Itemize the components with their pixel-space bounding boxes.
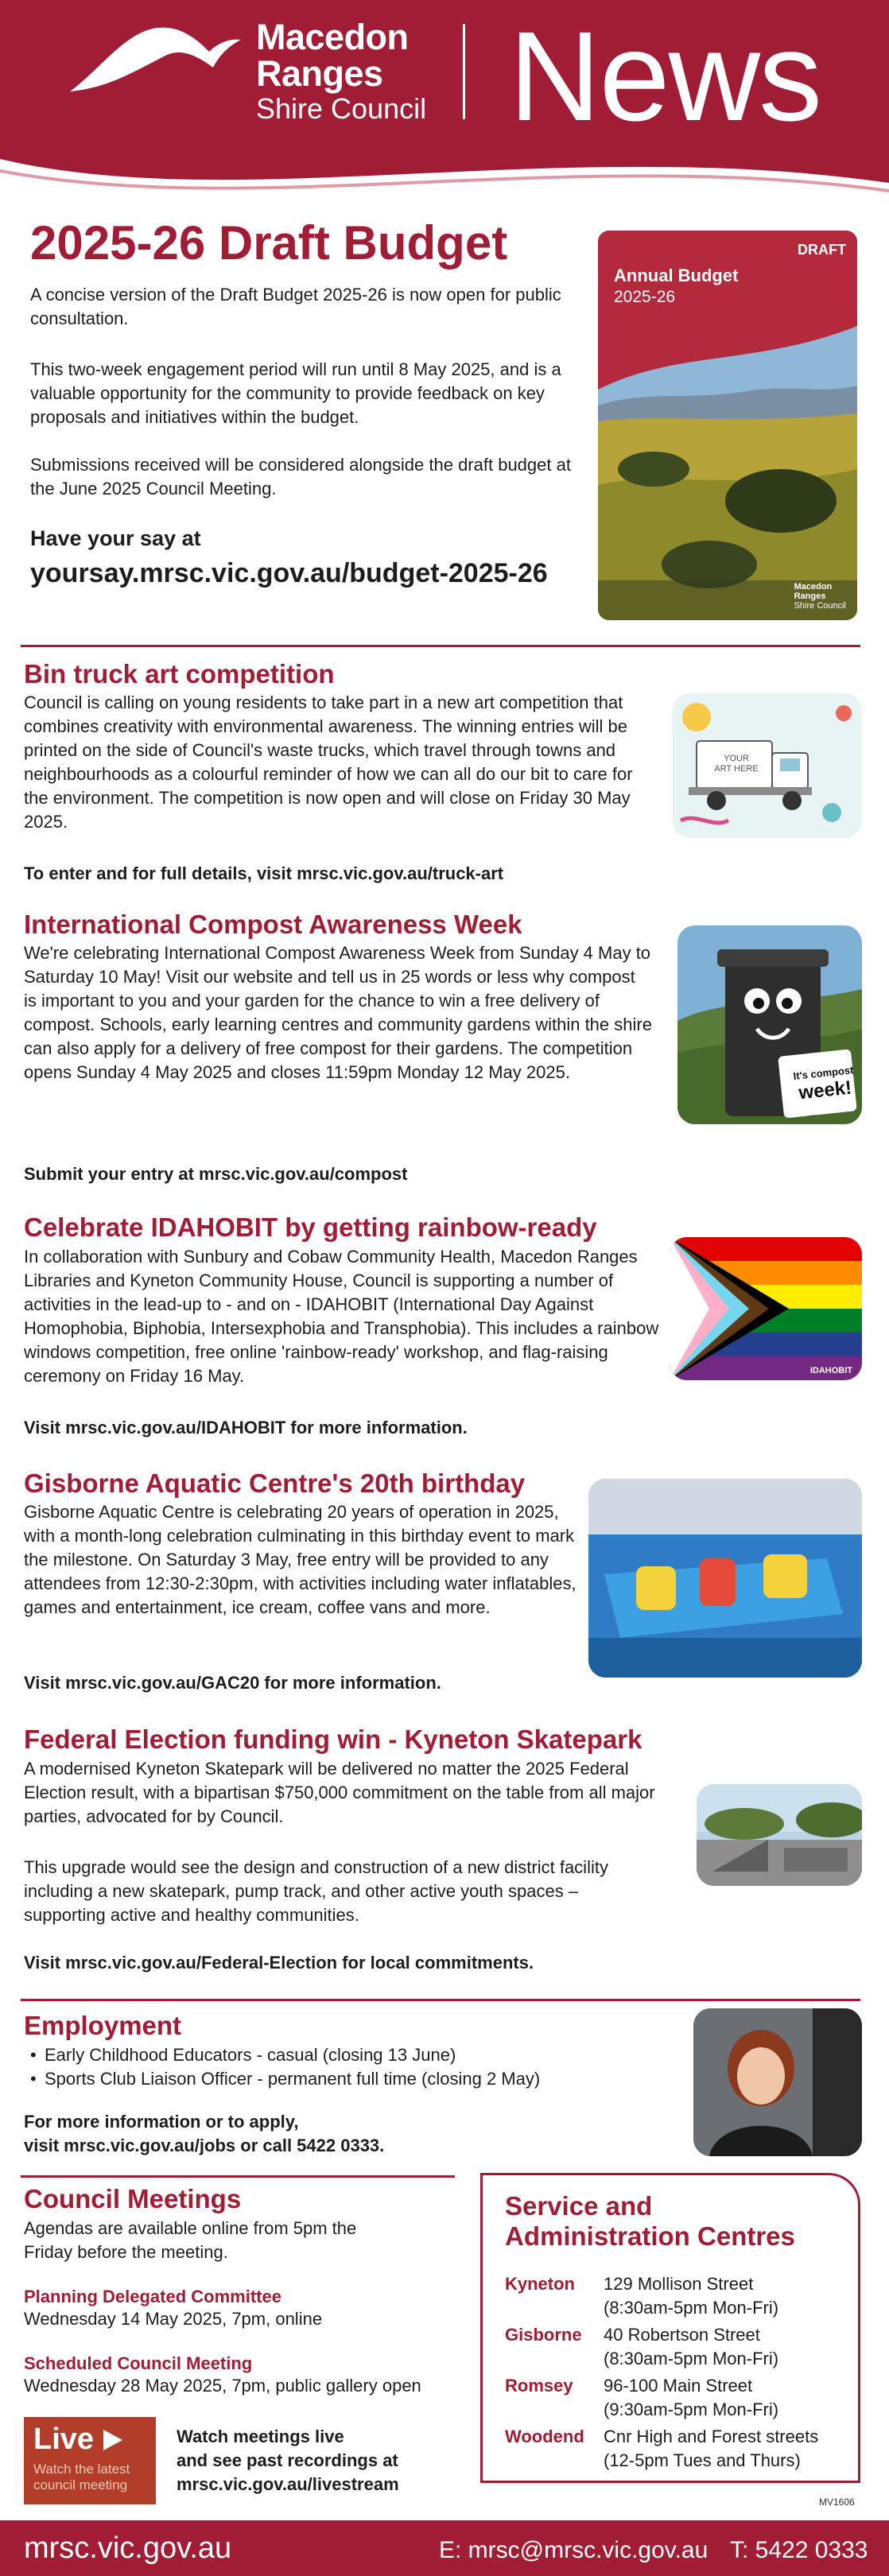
logo-line-2: Ranges bbox=[256, 53, 383, 94]
livestream-line-2: and see past recordings at bbox=[177, 2450, 398, 2470]
livestream-line-1: Watch meetings live bbox=[177, 2427, 344, 2446]
centre-street: 96-100 Main Street bbox=[604, 2376, 753, 2396]
section-divider bbox=[21, 2175, 455, 2178]
skatepark-body-2: This upgrade would see the design and construction of a new district facility including a new skatepark, pump track, and other active youth spaces – supporting active and healthy communities. bbox=[24, 1857, 608, 1925]
garbage-truck-icon bbox=[673, 693, 862, 838]
footer-website[interactable]: mrsc.vic.gov.au bbox=[24, 2531, 232, 2565]
bin-truck-body: Council is calling on young residents to take part in a new art competition that combines creativity with environmental awareness. The winning entries will be printed on the side of Council's waste trucks, which travel through towns and neighbourhoods as a colourful reminder of how we can all do our bit to care for the environment. The competition is now open and will close on Friday 30 May 2025. bbox=[24, 692, 633, 832]
footer-bar bbox=[0, 2520, 889, 2576]
bin-truck-image bbox=[673, 693, 862, 838]
budget-para-3: Submissions received will be considered alongside the draft budget at the June 2025 Council Meeting. bbox=[30, 455, 571, 499]
centre-street: 129 Mollison Street bbox=[604, 2274, 754, 2294]
draft-badge: DRAFT bbox=[798, 242, 846, 258]
gac-body: Gisborne Aquatic Centre is celebrating 20 years of operation in 2025, with a month-long celebration culminating in this birthday event to mark the milestone. On Saturday 3 May, free entry will be provided to any attendees from 12:30-2:30pm, with activities including water inflatables, games and entertainment, ice cream, coffee vans and more. bbox=[24, 1502, 576, 1617]
live-sub: Watch the latest council meeting bbox=[33, 2462, 130, 2493]
council-logo-text bbox=[256, 19, 426, 126]
skatepark-title: Federal Election funding win - Kyneton Skatepark bbox=[24, 1724, 642, 1754]
pool-inflatable-icon bbox=[588, 1479, 862, 1678]
compost-image bbox=[677, 925, 862, 1124]
budget-para-1: A concise version of the Draft Budget 2025-26 is now open for public consultation. bbox=[30, 285, 561, 328]
centre-town: Woodend bbox=[505, 2427, 584, 2446]
person-photo-icon bbox=[693, 2008, 862, 2156]
livestream-link[interactable]: mrsc.vic.gov.au/livestream bbox=[177, 2474, 399, 2494]
footer-phone[interactable]: T: 5422 0333 bbox=[730, 2537, 868, 2563]
news-heading: News bbox=[509, 5, 821, 147]
cover-logo-line-2: Ranges bbox=[794, 592, 826, 601]
meeting-2-detail: Wednesday 28 May 2025, 7pm, public gallery open bbox=[24, 2376, 421, 2396]
centre-town: Gisborne bbox=[505, 2325, 582, 2345]
logo-line-3: Shire Council bbox=[256, 92, 427, 125]
cover-logo-line-1: Macedon bbox=[794, 582, 833, 592]
budget-link[interactable]: yoursay.mrsc.vic.gov.au/budget-2025-26 bbox=[30, 558, 548, 588]
bin-truck-title: Bin truck art competition bbox=[24, 659, 335, 689]
section-divider bbox=[21, 1999, 860, 2001]
truck-label-1: YOUR bbox=[724, 754, 749, 763]
centre-hours: (8:30am-5pm Mon-Fri) bbox=[604, 2298, 779, 2318]
skatepark-cta[interactable]: Visit mrsc.vic.gov.au/Federal-Election for local commitments. bbox=[24, 1953, 534, 1973]
mountain-logo-icon bbox=[70, 24, 241, 91]
employment-cta-1: For more information or to apply, bbox=[24, 2112, 299, 2132]
pride-flag-icon bbox=[670, 1237, 862, 1380]
footer-email[interactable]: E: mrsc@mrsc.vic.gov.au bbox=[439, 2537, 708, 2563]
budget-cta: Have your say at bbox=[30, 526, 201, 550]
flag-label: IDAHOBIT bbox=[809, 1366, 852, 1375]
centre-town: Romsey bbox=[505, 2376, 573, 2396]
service-centres-box bbox=[480, 2173, 860, 2483]
bin-truck-cta[interactable]: To enter and for full details, visit mrsc.vic.gov.au/truck-art bbox=[24, 863, 504, 883]
service-title bbox=[505, 2191, 795, 2252]
meetings-title: Council Meetings bbox=[24, 2184, 242, 2213]
livestream-info bbox=[177, 2425, 399, 2496]
cover-year: 2025-26 bbox=[614, 288, 676, 306]
live-badge[interactable] bbox=[24, 2417, 156, 2504]
compost-title: International Compost Awareness Week bbox=[24, 910, 522, 939]
centre-street: Cnr High and Forest streets bbox=[604, 2427, 819, 2446]
idahobit-title: Celebrate IDAHOBIT by getting rainbow-ready bbox=[24, 1212, 597, 1242]
centre-hours: (12-5pm Tues and Thurs) bbox=[604, 2450, 801, 2470]
budget-para-2: This two-week engagement period will run until 8 May 2025, and is a valuable opportunity for the community to provide feedback on key proposals and initiatives within the budget. bbox=[30, 359, 561, 427]
centre-address bbox=[604, 2323, 778, 2371]
job-item: • Sports Club Liaison Officer - permanent full time (closing 2 May) bbox=[24, 2067, 660, 2091]
play-icon bbox=[103, 2430, 122, 2450]
employment-cta-2[interactable]: visit mrsc.vic.gov.au/jobs or call 5422 0333. bbox=[24, 2136, 385, 2155]
skatepark-body-1: A modernised Kyneton Skatepark will be delivered no matter the 2025 Federal Election result, with a bipartisan $750,000 commitment on the table from all major parties, advocated for by Council. bbox=[24, 1759, 655, 1826]
centre-address bbox=[604, 2272, 778, 2320]
meetings-intro: Agendas are available online from 5pm the Friday before the meeting. bbox=[24, 2218, 357, 2262]
gac-title: Gisborne Aquatic Centre's 20th birthday bbox=[24, 1468, 526, 1498]
meeting-2-title: Scheduled Council Meeting bbox=[24, 2353, 253, 2373]
header-wave bbox=[0, 127, 889, 199]
logo-line-1: Macedon bbox=[256, 17, 409, 57]
progress-pride-flag-image bbox=[670, 1237, 862, 1380]
document-code: MV1606 bbox=[819, 2496, 855, 2508]
centre-town: Kyneton bbox=[505, 2274, 575, 2294]
live-label: Live bbox=[33, 2423, 95, 2456]
skatepark-image bbox=[697, 1784, 862, 1886]
compost-cta[interactable]: Submit your entry at mrsc.vic.gov.au/compost bbox=[24, 1164, 408, 1184]
compost-sign bbox=[791, 1064, 858, 1105]
skatepark-icon bbox=[697, 1784, 862, 1886]
service-title-line-1: Service and bbox=[505, 2191, 653, 2221]
gac-cta[interactable]: Visit mrsc.vic.gov.au/GAC20 for more information. bbox=[24, 1673, 441, 1693]
logo-divider bbox=[463, 24, 465, 119]
aquatic-centre-image bbox=[588, 1479, 862, 1678]
centre-street: 40 Robertson Street bbox=[604, 2325, 760, 2345]
cover-logo bbox=[794, 582, 846, 611]
centre-address bbox=[604, 2425, 818, 2473]
cover-title: Annual Budget bbox=[614, 266, 739, 285]
truck-label-2: ART HERE bbox=[714, 764, 759, 774]
centre-hours: (8:30am-5pm Mon-Fri) bbox=[604, 2349, 779, 2368]
compost-sign-line-1: It's compost bbox=[792, 1064, 855, 1083]
centre-address bbox=[604, 2374, 778, 2422]
truck-art-label bbox=[712, 754, 760, 774]
employee-photo bbox=[693, 2008, 862, 2156]
cover-logo-line-3: Shire Council bbox=[794, 601, 846, 611]
employment-title: Employment bbox=[24, 2011, 182, 2040]
budget-title: 2025-26 Draft Budget bbox=[30, 216, 508, 270]
service-title-line-2: Administration Centres bbox=[505, 2221, 795, 2251]
employment-list bbox=[24, 2043, 660, 2091]
compost-body: We're celebrating International Compost Awareness Week from Sunday 4 May to Saturday 10 May! Visit our website and tell us in 25 words or less why compost is important to you and your garden for the chance to win a free delivery of compost. Schools, early learning centres and community gardens within the shire can also apply for a delivery of free compost for their gardens. The competition opens Sunday 4 May 2025 and closes 11:59pm Monday 12 May 2025. bbox=[24, 943, 652, 1082]
idahobit-cta[interactable]: Visit mrsc.vic.gov.au/IDAHOBIT for more information. bbox=[24, 1418, 468, 1437]
meeting-1-title: Planning Delegated Committee bbox=[24, 2287, 281, 2306]
meeting-1-detail: Wednesday 14 May 2025, 7pm, online bbox=[24, 2309, 323, 2329]
idahobit-body: In collaboration with Sunbury and Cobaw Community Health, Macedon Ranges Libraries and Kyneton Community House, Council is supporting a number of activities in the lead-up to - and on - IDAHOBIT (International Day Against Homophobia, Biphobia, Intersexphobia and Transphobia). This includes a rainbow windows competition, free online 'rainbow-ready' workshop, and flag-raising ceremony on Friday 16 May. bbox=[24, 1247, 659, 1386]
masthead bbox=[0, 0, 889, 199]
budget-cover-image bbox=[598, 231, 857, 620]
compost-sign-line-2: week! bbox=[798, 1077, 853, 1104]
job-item: • Early Childhood Educators - casual (closing 13 June) bbox=[24, 2043, 660, 2067]
section-divider bbox=[21, 645, 860, 647]
centre-hours: (9:30am-5pm Mon-Fri) bbox=[604, 2399, 779, 2419]
